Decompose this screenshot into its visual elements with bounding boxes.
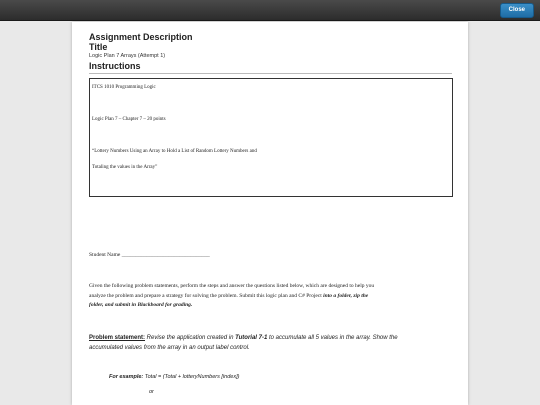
problem-line-2: accumulated values from the array in an output label control. <box>89 345 250 351</box>
title-value: Logic Plan 7 Arrays (Attempt 1) <box>89 53 166 59</box>
divider <box>89 73 452 74</box>
instructions-paragraph <box>89 282 449 311</box>
close-button[interactable]: Close <box>500 3 534 18</box>
or-line: or <box>149 389 154 395</box>
instructions-heading: Instructions <box>89 61 141 71</box>
paragraph-line-1: Given the following problem statements, perform the steps and answer the questions listed below, which are designed to help you <box>89 283 375 289</box>
paragraph-line-3: folder, and submit in Blackboard for grading. <box>89 302 193 308</box>
assignment-page <box>72 22 468 405</box>
tutorial-reference: Tutorial 7-1 <box>235 335 268 341</box>
info-box <box>89 78 453 197</box>
title-heading: Title <box>89 42 108 52</box>
course-line: ITCS 1010 Programming Logic <box>92 85 156 90</box>
top-toolbar <box>0 0 540 21</box>
quote-line-1: “Lottery Numbers Using an Array to Hold a List of Random Lottery Numbers and <box>92 149 257 154</box>
assignment-description-heading: Assignment Description <box>89 32 193 42</box>
paragraph-line-2: analyze the problem and prepare a strategy for solving the problem. Submit this logic plan and C# Project into a folder, zip the <box>89 292 369 299</box>
example-label: For example: <box>109 374 144 380</box>
problem-statement: Problem statement: Revise the application created in Tutorial 7-1 to accumulate all 5 values in the array. Show the accumulated values from the array in an output label control. <box>89 333 449 353</box>
quote-line-2: Totaling the values in the Array” <box>92 165 158 170</box>
student-name-line: Student Name ________________________________ <box>89 252 210 258</box>
plan-line: Logic Plan 7 – Chapter 7 – 20 points <box>92 117 166 122</box>
problem-label: Problem statement: <box>89 335 146 341</box>
paragraph-emphasis: into a folder, zip the <box>323 292 369 299</box>
example-line: For example: Total = (Total + lotteryNumbers [index]) <box>109 374 240 380</box>
